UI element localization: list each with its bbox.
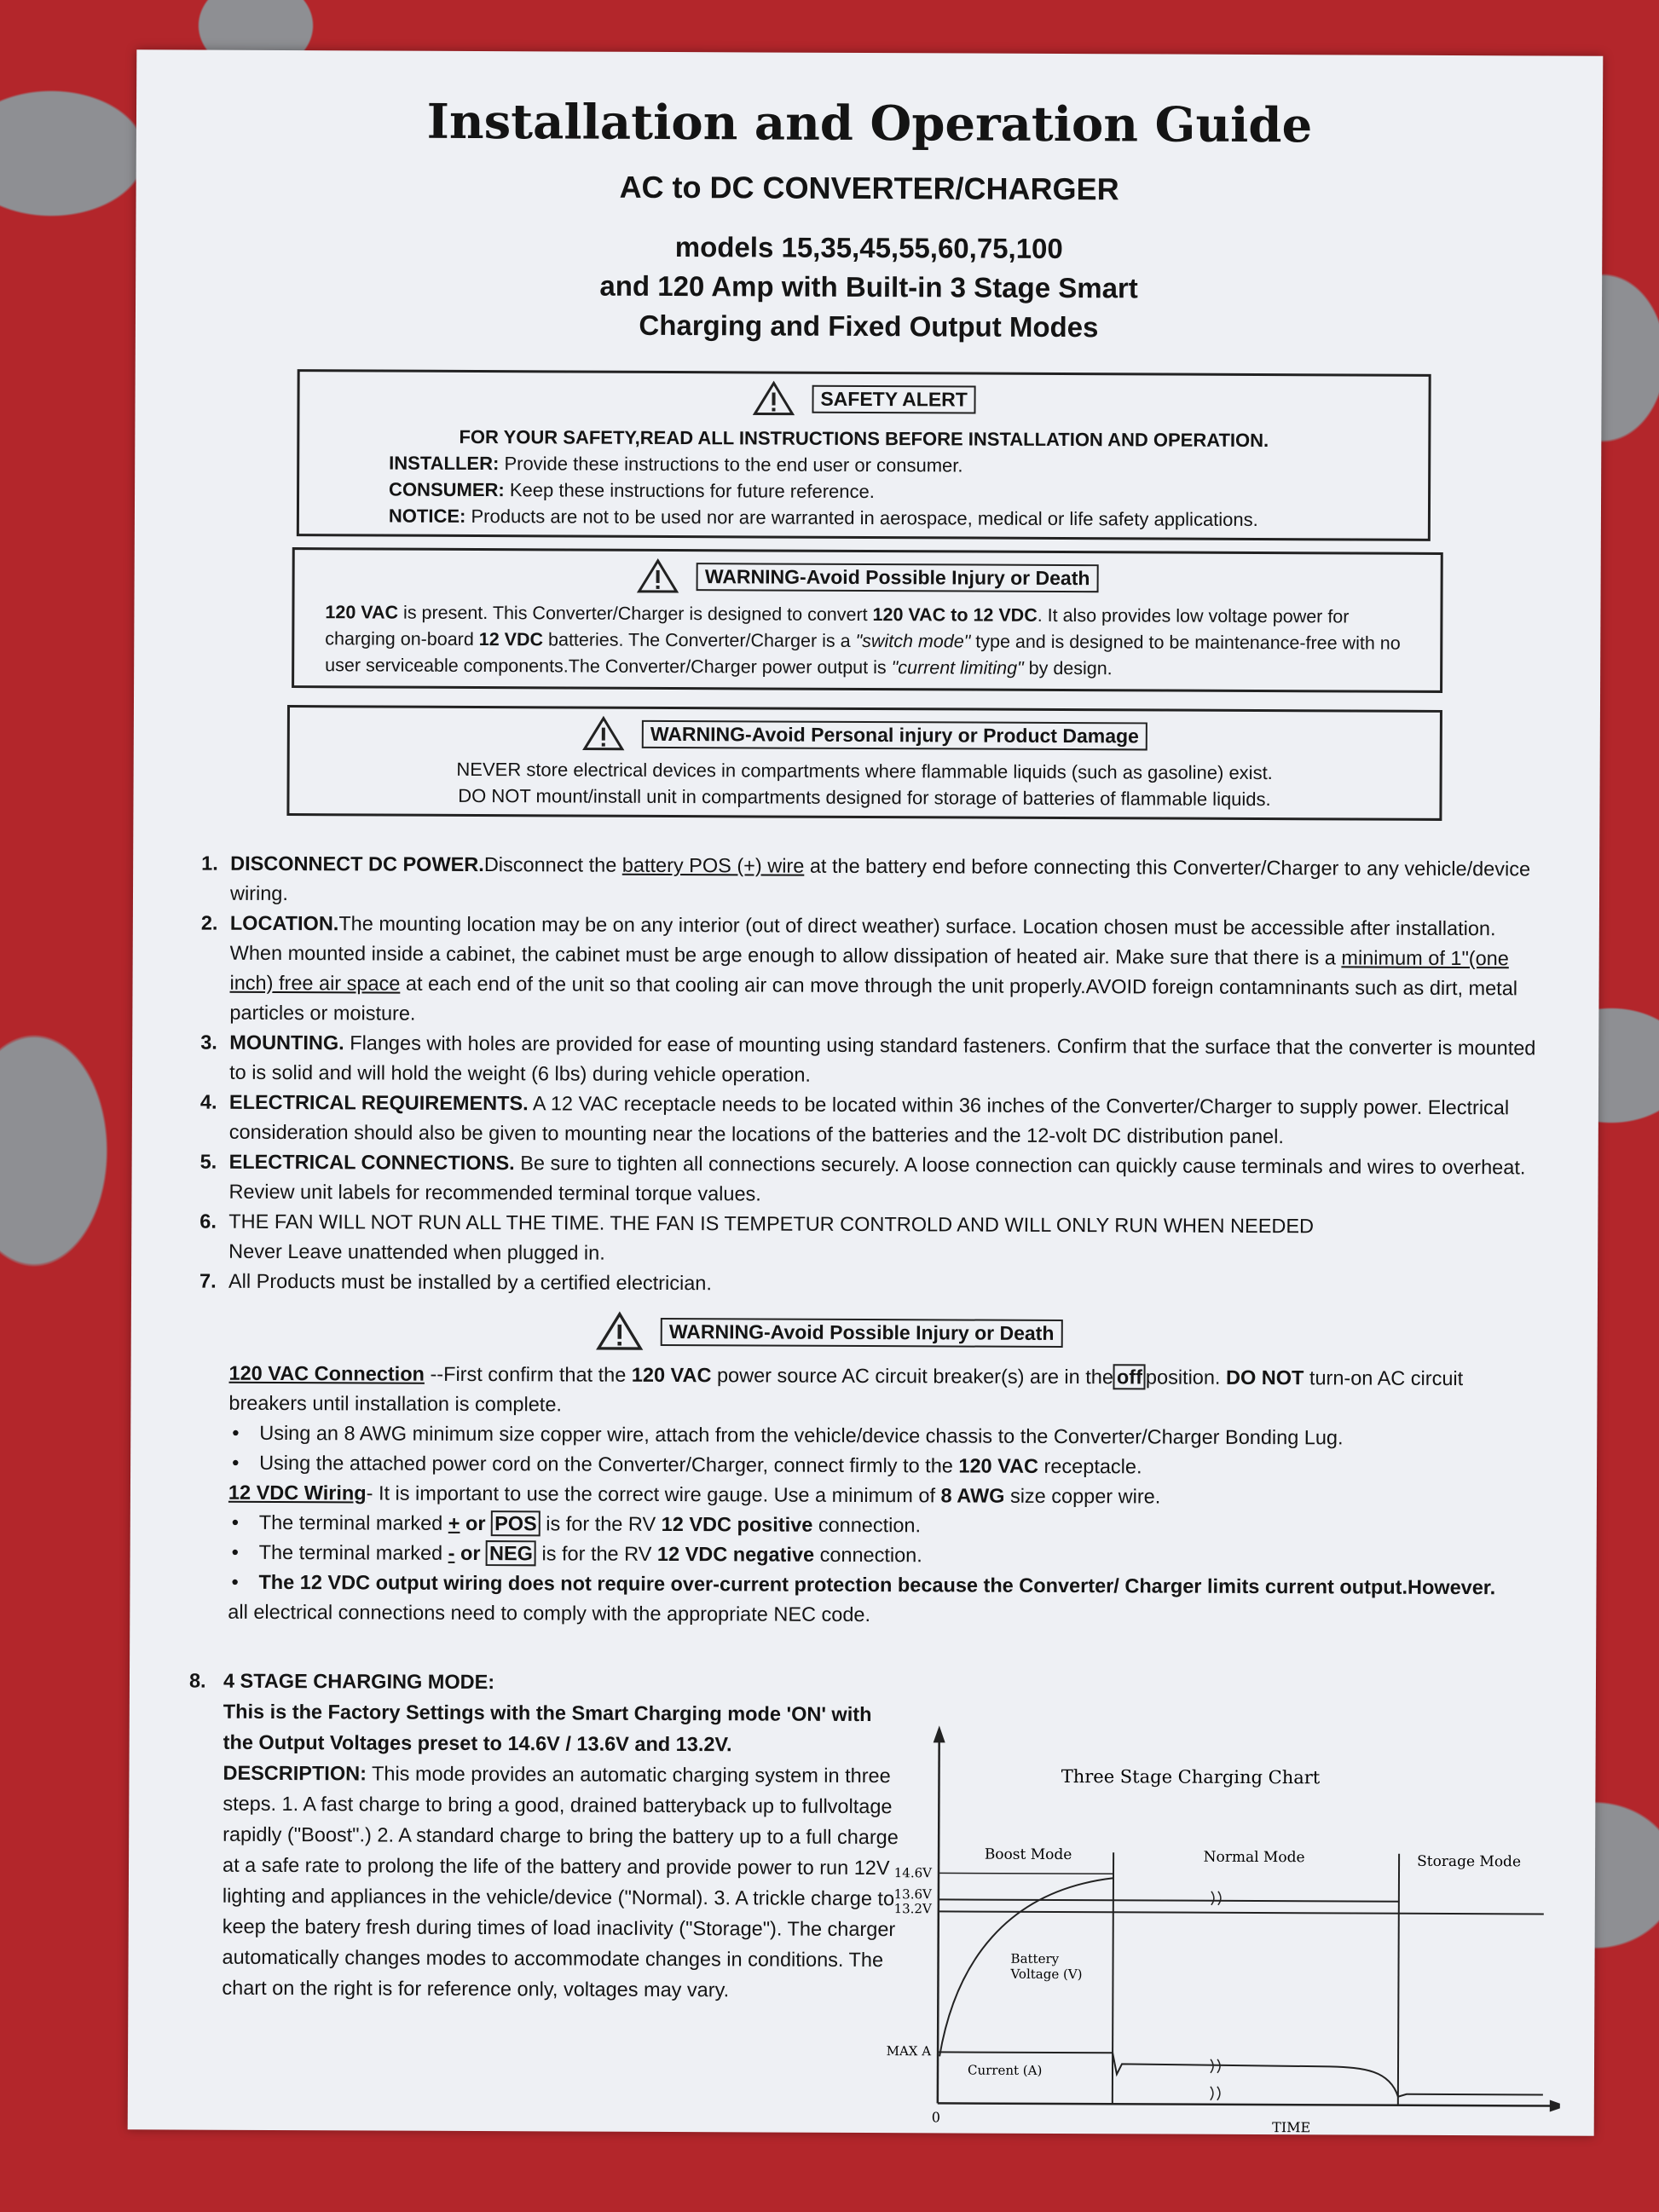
- step-text: All Products must be installed by a certified electrician.: [228, 1269, 712, 1295]
- step-text: Disconnect the: [483, 853, 622, 876]
- wiring-section: [228, 1359, 1546, 1633]
- instruction-sheet: [128, 49, 1604, 2135]
- voltage-series-label: Battery: [1010, 1950, 1060, 1967]
- warning-triangle-icon: [582, 716, 625, 752]
- factory-settings-text: This is the Factory Settings with the Smart Charging mode 'ON' with the Output Voltages preset to 14.6V / 13.6V and 13.2V.: [223, 1700, 872, 1756]
- step-number: 6.: [199, 1210, 217, 1233]
- step-number: 5.: [199, 1150, 217, 1173]
- warning-text-part: "current limiting": [891, 657, 1024, 679]
- step-number: 7.: [199, 1269, 217, 1292]
- warning-damage-box: [286, 705, 1442, 821]
- current-max-line: [938, 2052, 1113, 2053]
- step-text: THE FAN WILL NOT RUN ALL THE TIME. THE FAN IS TEMPETUR CONTROLD AND WILL ONLY RUN WHEN NEEDED: [228, 1210, 1315, 1238]
- warning-text-part: batteries. The Converter/Charger is a: [543, 629, 856, 651]
- step-label: LOCATION.: [229, 911, 339, 935]
- step-item: [175, 1027, 1539, 1093]
- step-underlined-text: minimum of 1"(one inch) free air space: [229, 946, 1509, 995]
- dc-text: size copper wire.: [1004, 1484, 1161, 1508]
- notice-text: Products are not to be used nor are warranted in aerospace, medical or life safety applications.: [465, 505, 1258, 531]
- current-series-label: Current (A): [967, 2062, 1043, 2078]
- models-heading: [136, 225, 1603, 349]
- dc-text: connection.: [814, 1543, 922, 1567]
- warning-text-part: "switch mode": [855, 630, 971, 652]
- warning-triangle-icon: [596, 1311, 644, 1352]
- models-line: and 120 Amp with Built-in 3 Stage Smart: [599, 269, 1138, 304]
- dc-text: or: [454, 1541, 487, 1565]
- ac-text: 120 VAC: [958, 1454, 1039, 1477]
- warning-text-part: is present. This Converter/Charger is designed to convert: [398, 602, 873, 626]
- document-title: Installation and Operation Guide: [426, 93, 1313, 154]
- dc-text: output wiring does not require over-current protection because the Converter/ Charger limits current output.However.: [370, 1571, 1496, 1599]
- description-label: DESCRIPTION:: [223, 1761, 367, 1785]
- step-label: DISCONNECT DC POWER.: [230, 852, 484, 876]
- safety-alert-box: [297, 369, 1431, 541]
- warning-injury-text: [294, 592, 1440, 684]
- neg-boxed-label: NEG: [486, 1540, 536, 1566]
- ac-text: turn-on AC circuit breakers until installation is complete.: [228, 1366, 1464, 1416]
- step-number: 2.: [200, 911, 218, 934]
- axis-break-marks: [1211, 1891, 1221, 2100]
- step-item: [174, 1206, 1538, 1272]
- notice-line: [299, 502, 1428, 534]
- warning-damage-tag: WARNING-Avoid Personal injury or Product Damage: [642, 719, 1147, 750]
- x-origin-label: 0: [931, 2109, 940, 2126]
- ac-text: Using the attached power cord on the Converter/Charger, connect firmly to the: [259, 1451, 959, 1477]
- y-axis-arrow-icon: [934, 1725, 945, 1742]
- models-line: models 15,35,45,55,60,75,100: [674, 231, 1063, 265]
- nec-code-line: all electrical connections need to comply with the appropriate NEC code.: [228, 1600, 871, 1626]
- y-tick-label: MAX A: [886, 2043, 932, 2059]
- models-line: Charging and Fixed Output Modes: [639, 309, 1099, 344]
- ac-connection-paragraph: [228, 1359, 1546, 1424]
- dc-text: is for the RV: [540, 1512, 662, 1535]
- ac-bullet: • Using an 8 AWG minimum size copper wire, attach from the vehicle/device chassis to the Converter/Charger Bonding Lug.: [228, 1418, 1546, 1454]
- region-divider: [1398, 1854, 1399, 2105]
- ac-bullet: [228, 1448, 1546, 1484]
- step-number: 8.: [188, 1669, 206, 1692]
- warning-damage-line2: DO NOT mount/install unit in compartments designed for storage of batteries of flammable liquids.: [458, 784, 1271, 811]
- mid-warning: [596, 1311, 1063, 1354]
- plus-symbol: +: [448, 1511, 460, 1534]
- dc-wiring-label: 12 VDC Wiring: [228, 1481, 367, 1505]
- current-curve: [1113, 2053, 1543, 2097]
- dc-text: 12 VDC: [299, 1571, 371, 1594]
- ac-text: power source AC circuit breaker(s) are in the: [711, 1364, 1114, 1389]
- step-number: 4.: [199, 1090, 217, 1113]
- ac-text: --First confirm that the: [424, 1362, 632, 1386]
- dc-text: 12 VDC positive: [661, 1512, 813, 1536]
- document-subtitle: AC to DC CONVERTER/CHARGER: [619, 169, 1119, 207]
- dc-text: or: [460, 1511, 492, 1535]
- description-text: This mode provides an automatic charging system in three steps. 1. A fast charge to bring a good, drained batteryback up to fullvoltage rapidly ("Boost".) 2. A standard charge to bring the battery up to a full charge at a safe rate to prolong the life of the battery and provide power to run 12V lighting and appliances in the vehicle/device ("Normal). 3. A trickle charge to keep the batery fresh during times of load inacIivity ("Storage"). The charger automatically changes modes to accommodate changes in conditions. The chart on the right is for reference only, voltages may vary.: [222, 1762, 899, 2001]
- off-boxed-word: off: [1113, 1364, 1146, 1389]
- installer-text: Provide these instructions to the end user or consumer.: [499, 453, 963, 476]
- step-number: 1.: [201, 852, 218, 875]
- dc-text: The terminal marked: [258, 1510, 448, 1534]
- warning-text-part: 120 VAC to 12 VDC: [872, 604, 1038, 626]
- step-text: Flanges with holes are provided for ease of mounting using standard fasteners. Confirm that the surface that the converter is mounted to is solid and will hold the weight (6 lbs) during vehicle operation.: [229, 1031, 1536, 1086]
- step-item: [174, 1266, 1538, 1302]
- consumer-text: Keep these instructions for future reference.: [504, 479, 875, 503]
- warning-injury-tag: WARNING-Avoid Possible Injury or Death: [697, 563, 1099, 592]
- x-axis: [938, 2103, 1552, 2105]
- step-label: ELECTRICAL REQUIREMENTS.: [228, 1090, 529, 1115]
- y-tick-label: 14.6V: [893, 1865, 933, 1881]
- three-stage-charging-chart: [853, 1707, 1562, 2153]
- mid-warning-tag: WARNING-Avoid Possible Injury or Death: [661, 1317, 1063, 1347]
- warning-text-part: type and is designed to be maintenance-free with no user serviceable components.The Converter/Charger power output is: [325, 631, 1401, 679]
- step-label: ELECTRICAL CONNECTIONS.: [228, 1150, 515, 1175]
- step-number: 3.: [200, 1031, 217, 1054]
- step-item: [176, 848, 1540, 914]
- step-text: at each end of the unit so that cooling air can move through the unit properly.AVOID foreign contamninants such as dirt, metal particles or moisture.: [229, 972, 1518, 1025]
- step-item: [175, 908, 1540, 1033]
- warning-triangle-icon: [752, 380, 795, 416]
- x-axis-arrow-icon: [1550, 2100, 1562, 2112]
- step-item: [174, 1146, 1538, 1212]
- step-text: Never Leave unattended when plugged in.: [228, 1239, 605, 1264]
- warning-text-part: 120 VAC: [325, 602, 399, 623]
- voltage-series-label: Voltage (V): [1010, 1966, 1083, 1983]
- region-label: Boost Mode: [984, 1845, 1072, 1864]
- pos-boxed-label: POS: [491, 1510, 540, 1536]
- dc-text: 12 VDC negative: [656, 1542, 815, 1566]
- warning-text-part: 12 VDC: [478, 629, 544, 650]
- installation-steps: [174, 848, 1540, 1302]
- step-label: MOUNTING.: [229, 1031, 344, 1054]
- notice-label: NOTICE:: [388, 505, 466, 527]
- warning-damage-line1: NEVER store electrical devices in compartments where flammable liquids (such as gasoline) exist.: [456, 758, 1273, 784]
- ac-text: 120 VAC: [631, 1363, 712, 1387]
- step-text: at the battery end before connecting this Converter/Charger to any vehicle/device wiring.: [229, 854, 1531, 905]
- dc-text: The terminal marked: [258, 1540, 448, 1564]
- ac-connection-label: 120 VAC Connection: [228, 1361, 425, 1385]
- y-axis: [938, 1739, 939, 2103]
- step-item: [175, 1087, 1539, 1152]
- x-axis-label: TIME: [1272, 2119, 1311, 2136]
- warning-injury-box: [292, 547, 1443, 693]
- ac-text: DO NOT: [1225, 1366, 1304, 1389]
- tick-line-14-6: [939, 1873, 1113, 1874]
- warning-triangle-icon: [637, 558, 679, 594]
- dc-text: 8 AWG: [940, 1484, 1005, 1507]
- installer-label: INSTALLER:: [389, 452, 500, 475]
- dc-text: - It is important to use the correct wire gauge. Use a minimum of: [366, 1481, 941, 1507]
- minus-symbol: -: [448, 1541, 455, 1564]
- ac-text: receptacle.: [1038, 1454, 1142, 1478]
- step-text: A 12 VAC receptacle needs to be located within 36 inches of the Converter/Charger to supply power. Electrical consideration should also be given to mounting near the locations of the batteries and the 12-volt DC distribution panel.: [228, 1092, 1510, 1148]
- chart-title: Three Stage Charging Chart: [1061, 1766, 1321, 1788]
- charging-mode-section: [171, 1665, 905, 2006]
- region-label: Normal Mode: [1203, 1848, 1305, 1867]
- voltage-line-13-2: [939, 1911, 1544, 1914]
- consumer-label: CONSUMER:: [389, 478, 505, 501]
- dc-bullet-output: [228, 1568, 1545, 1603]
- step-underlined-text: battery POS (+) wire: [621, 853, 805, 877]
- dc-text: is for the RV: [535, 1542, 657, 1565]
- warning-text-part: by design.: [1023, 657, 1113, 679]
- step-text: Be sure to tighten all connections securely. A loose connection can quickly cause terminals and wires to overheat. Review unit labels for recommended terminal torque values.: [228, 1152, 1526, 1205]
- ac-text: position.: [1145, 1366, 1227, 1389]
- step-text: The mounting location may be on any interior (out of direct weather) surface. Location chosen must be accessible after installation. When mounted inside a cabinet, the cabinet must be arge enough to allow dissipation of heated air. Make sure that there is a: [229, 912, 1496, 969]
- warning-text-part: . It also provides low voltage power for charging on-board: [325, 604, 1350, 650]
- y-tick-label: 13.6V: [893, 1886, 932, 1903]
- y-tick-label: 13.2V: [893, 1901, 932, 1917]
- dc-text: connection.: [812, 1513, 922, 1537]
- safety-headline: FOR YOUR SAFETY,READ ALL INSTRUCTIONS BEFORE INSTALLATION AND OPERATION.: [459, 425, 1269, 452]
- dc-text: The: [258, 1570, 300, 1594]
- region-label: Storage Mode: [1417, 1852, 1522, 1871]
- charging-mode-heading: 4 STAGE CHARGING MODE:: [223, 1669, 495, 1694]
- voltage-line-13-6: [939, 1899, 1399, 1901]
- safety-alert-tag: SAFETY ALERT: [812, 384, 976, 413]
